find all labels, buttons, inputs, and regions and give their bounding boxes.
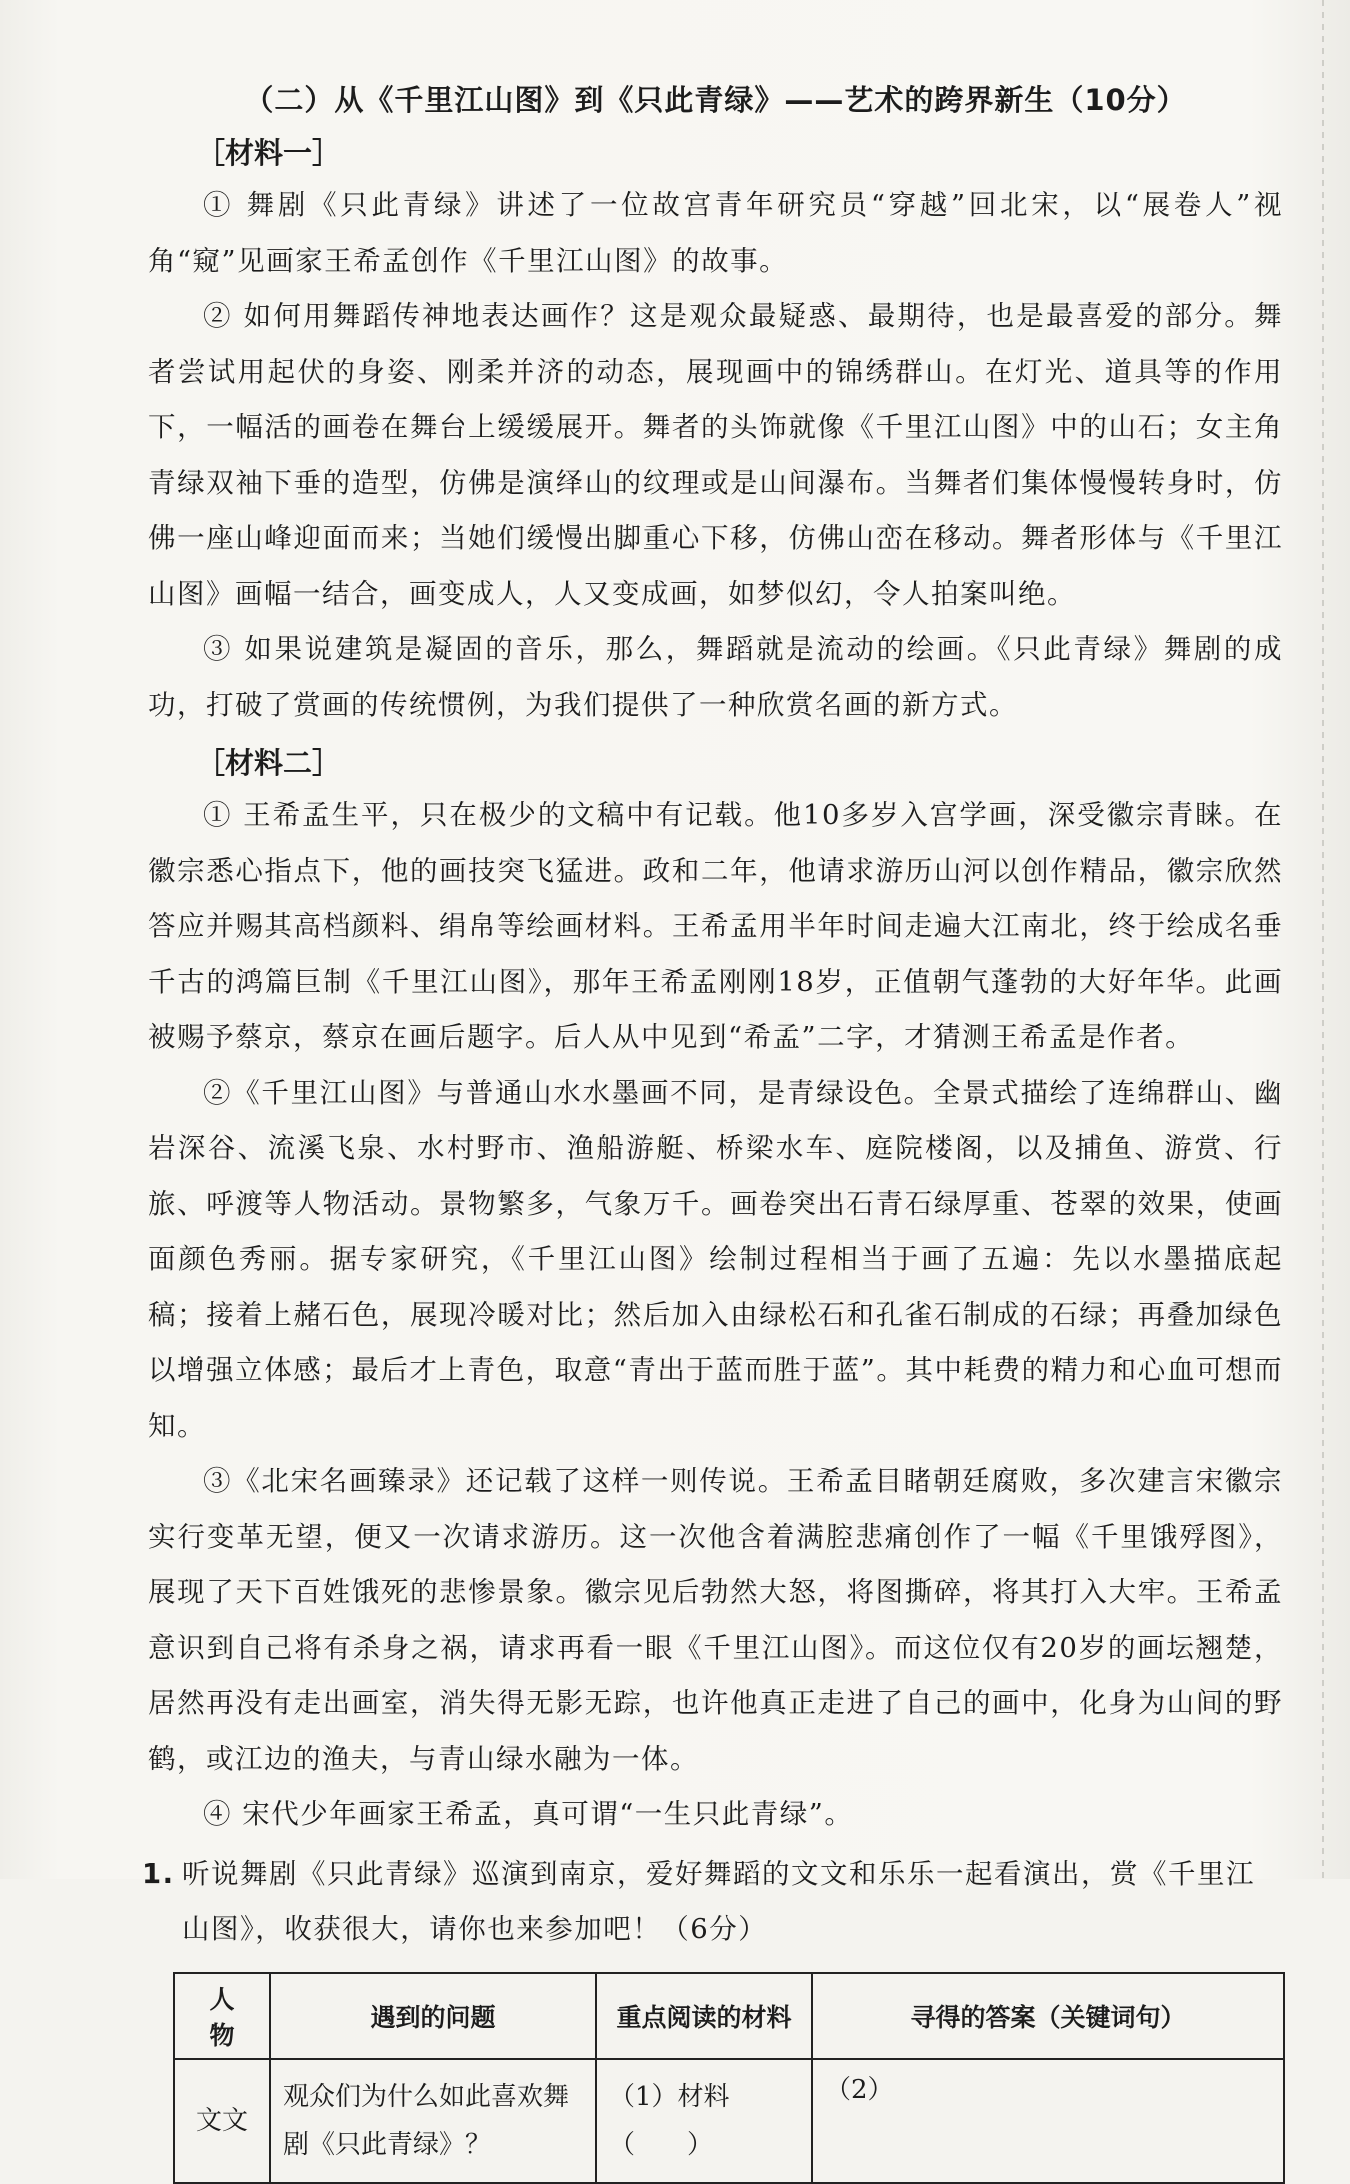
table-row (174, 2059, 1284, 2183)
header-answer: 寻得的答案（关键词句） (812, 1973, 1284, 2059)
material-one-heading: ［材料一］ (196, 136, 342, 170)
question-number: 1. (142, 1857, 175, 1890)
cell-answer-blank[interactable]: （2） (812, 2059, 1284, 2183)
cell-person: 文文 (174, 2059, 270, 2183)
cell-material-blank[interactable]: （1）材料（ ） (596, 2059, 812, 2183)
table-header-row (174, 1973, 1284, 2059)
header-material: 重点阅读的材料 (596, 1973, 812, 2059)
answer-table (173, 1972, 1285, 2184)
material-one-paragraph-1: ① 舞剧《只此青绿》讲述了一位故宫青年研究员“穿越”回北宋，以“展卷人”视角“窥”见画家王希孟创作《千里江山图》的故事。 (148, 189, 1283, 277)
section-title: （二）从《千里江山图》到《只此青绿》——艺术的跨界新生（10分） (244, 83, 1187, 117)
material-two-paragraph-2: ②《千里江山图》与普通山水水墨画不同，是青绿设色。全景式描绘了连绵群山、幽岩深谷、流溪飞泉、水村野市、渔船游艇、桥梁水车、庭院楼阁，以及捕鱼、游赏、行旅、呼渡等人物活动。景物繁多，气象万千。画卷突出石青石绿厚重、苍翠的效果，使画面颜色秀丽。据专家研究，《千里江山图》绘制过程相当于画了五遍：先以水墨描底起稿；接着上赭石色，展现冷暖对比；然后加入由绿松石和孔雀石制成的石绿；再叠加绿色以增强立体感；最后才上青色，取意“青出于蓝而胜于蓝”。其中耗费的精力和心血可想而知。 (148, 1076, 1283, 1442)
material-one-paragraph-3: ③ 如果说建筑是凝固的音乐，那么，舞蹈就是流动的绘画。《只此青绿》舞剧的成功，打破了赏画的传统惯例，为我们提供了一种欣赏名画的新方式。 (148, 633, 1283, 721)
material-two-heading: ［材料二］ (196, 746, 342, 780)
material-two-paragraph-4: ④ 宋代少年画家王希孟，真可谓“一生只此青绿”。 (203, 1798, 854, 1830)
page-fold-line (1322, 0, 1324, 1879)
header-problem: 遇到的问题 (270, 1973, 596, 2059)
material-two-paragraph-1: ① 王希孟生平，只在极少的文稿中有记载。他10多岁入宫学画，深受徽宗青睐。在徽宗悉心指点下，他的画技突飞猛进。政和二年，他请求游历山河以创作精品，徽宗欣然答应并赐其高档颜料、绢帛等绘画材料。王希孟用半年时间走遍大江南北，终于绘成名垂千古的鸿篇巨制《千里江山图》，那年王希孟刚刚18岁，正值朝气蓬勃的大好年华。此画被赐予蔡京，蔡京在画后题字。后人从中见到“希孟”二字，才猜测王希孟是作者。 (148, 799, 1283, 1053)
document-content (142, 78, 1283, 2184)
cell-problem: 观众们为什么如此喜欢舞剧《只此青绿》？ (270, 2059, 596, 2183)
question-1 (142, 1847, 1283, 1958)
question-text: 听说舞剧《只此青绿》巡演到南京，爱好舞蹈的文文和乐乐一起看演出，赏《千里江山图》，收获很大，请你也来参加吧！（6分） (182, 1857, 1255, 1945)
material-two-paragraph-3: ③《北宋名画臻录》还记载了这样一则传说。王希孟目睹朝廷腐败，多次建言宋徽宗实行变革无望，便又一次请求游历。这一次他含着满腔悲痛创作了一幅《千里饿殍图》，展现了天下百姓饿死的悲惨景象。徽宗见后勃然大怒，将图撕碎，将其打入大牢。王希孟意识到自己将有杀身之祸，请求再看一眼《千里江山图》。而这位仅有20岁的画坛翘楚，居然再没有走出画室，消失得无影无踪，也许他真正走进了自己的画中，化身为山间的野鹤，或江边的渔夫，与青山绿水融为一体。 (148, 1465, 1283, 1775)
material-one-paragraph-2: ② 如何用舞蹈传神地表达画作？这是观众最疑惑、最期待，也是最喜爱的部分。舞者尝试用起伏的身姿、刚柔并济的动态，展现画中的锦绣群山。在灯光、道具等的作用下，一幅活的画卷在舞台上缓缓展开。舞者的头饰就像《千里江山图》中的山石；女主角青绿双袖下垂的造型，仿佛是演绎山的纹理或是山间瀑布。当舞者们集体慢慢转身时，仿佛一座山峰迎面而来；当她们缓慢出脚重心下移，仿佛山峦在移动。舞者形体与《千里江山图》画幅一结合，画变成人，人又变成画，如梦似幻，令人拍案叫绝。 (148, 300, 1283, 610)
header-person: 人 物 (174, 1973, 270, 2059)
